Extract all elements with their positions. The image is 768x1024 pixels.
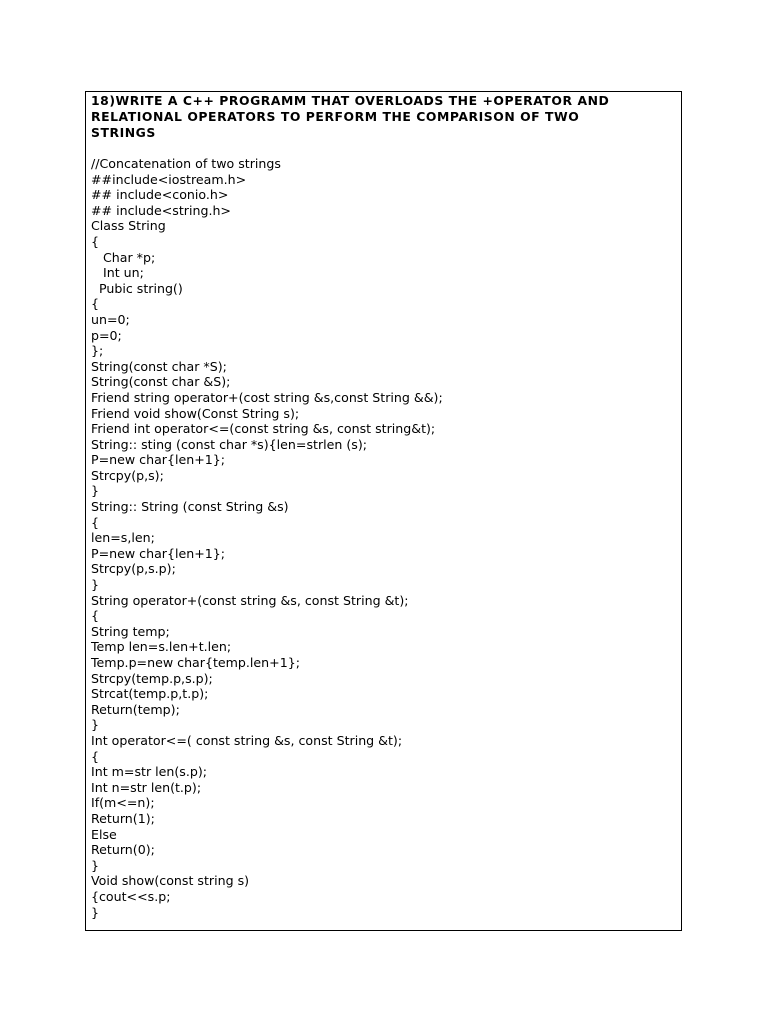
code-line: {	[91, 514, 100, 530]
code-line: Void show(const string s)	[91, 873, 250, 889]
code-line: P=new char{len+1};	[91, 545, 226, 561]
code-line: ## include<conio.h>	[91, 187, 229, 203]
code-line: String operator+(const string &s, const String &t);	[91, 592, 409, 608]
code-line: {cout<<s.p;	[91, 888, 171, 904]
code-line: Char *p;	[91, 249, 156, 265]
code-line: Strcpy(p,s.p);	[91, 561, 176, 577]
code-line: Else	[91, 826, 117, 842]
code-line: Temp.p=new char{temp.len+1};	[91, 655, 300, 670]
code-line: len=s,len;	[91, 530, 155, 546]
code-line: }	[91, 577, 100, 593]
code-line: Strcat(temp.p,t.p);	[91, 686, 209, 702]
code-line: Class String	[91, 218, 166, 234]
code-line: {	[91, 748, 100, 764]
code-line: Int un;	[91, 265, 144, 281]
code-line: String temp;	[91, 623, 170, 639]
code-line: Return(temp);	[91, 701, 180, 717]
code-line: Int operator<=( const string &s, const String &t);	[91, 732, 403, 748]
code-line: ##include<iostream.h>	[91, 171, 247, 187]
code-listing	[91, 156, 443, 920]
heading-line: RELATIONAL OPERATORS TO PERFORM THE COMPARISON OF TWO	[91, 109, 580, 124]
code-line: String(const char *S);	[91, 358, 227, 374]
code-line: }	[91, 483, 100, 499]
code-line: }	[91, 857, 100, 873]
code-line: Friend int operator<=(const string &s, const string&t);	[91, 421, 436, 437]
code-line: P=new char{len+1};	[91, 452, 226, 468]
code-line: };	[91, 343, 104, 359]
code-line: Strcpy(p,s);	[91, 467, 164, 483]
code-line: }	[91, 717, 100, 733]
code-line: Pubic string()	[91, 280, 183, 296]
code-line: ## include<string.h>	[91, 202, 231, 218]
code-line: String:: sting (const char *s){len=strlen (s);	[91, 436, 367, 452]
question-heading	[91, 93, 681, 141]
code-line: un=0;	[91, 311, 130, 327]
code-line: Strcpy(temp.p,s.p);	[91, 670, 213, 686]
code-line: String(const char &S);	[91, 374, 231, 390]
code-line: Friend string operator+(cost string &s,const String &&);	[91, 389, 443, 405]
code-line: Temp len=s.len+t.len;	[91, 639, 232, 655]
code-line: String:: String (const String &s)	[91, 499, 289, 515]
code-line: //Concatenation of two strings	[91, 156, 281, 171]
code-line: Int n=str len(t.p);	[91, 779, 202, 795]
code-line: Return(1);	[91, 810, 155, 826]
code-line: {	[91, 296, 100, 312]
heading-line: 18)WRITE A C++ PROGRAMM THAT OVERLOADS THE +OPERATOR AND	[91, 93, 610, 108]
code-line: Return(0);	[91, 842, 155, 858]
code-line: p=0;	[91, 327, 122, 343]
code-line: Friend void show(Const String s);	[91, 405, 300, 421]
code-line: {	[91, 608, 100, 624]
heading-line: STRINGS	[91, 125, 156, 140]
code-line: {	[91, 233, 100, 249]
code-line: }	[91, 904, 100, 920]
code-line: If(m<=n);	[91, 795, 155, 811]
code-line: Int m=str len(s.p);	[91, 764, 207, 780]
